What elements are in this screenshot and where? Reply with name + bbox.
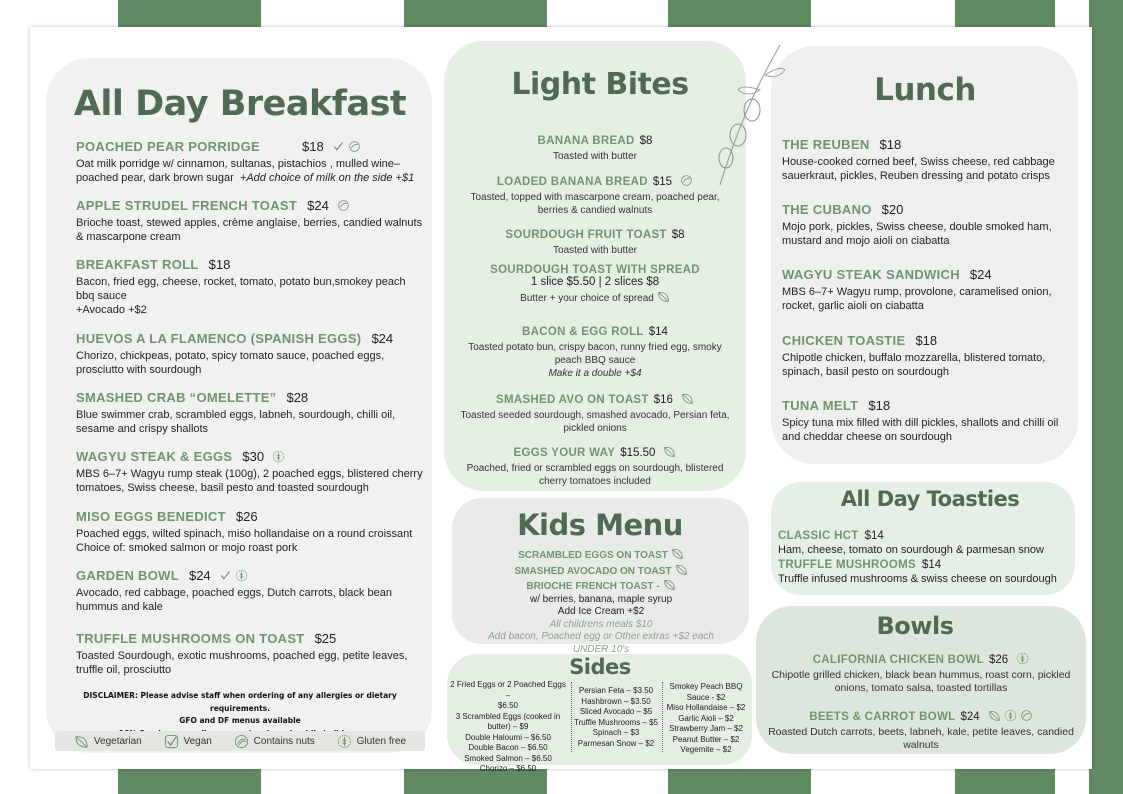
vegan-check-icon (219, 567, 232, 580)
menu-item (766, 705, 1076, 752)
item-name: TUNA MELT (782, 398, 859, 413)
kids-menu-title: Kids Menu (517, 508, 683, 542)
item-desc: Chipotle grilled chicken, black bean hummus, roast corn, pickled onions, tomato salsa, toasted tortillas (771, 669, 1071, 694)
item-desc: Butter + your choice of spread (520, 293, 654, 304)
side-item: Hashbrown – $3.50 (581, 696, 651, 706)
lunch-title: Lunch (874, 72, 976, 108)
item-name: THE CUBANO (782, 202, 872, 217)
legend-label: Vegetarian (93, 735, 142, 747)
menu-item (76, 387, 426, 436)
item-price: $8 (639, 135, 653, 147)
item-price: $18 (208, 257, 231, 272)
item-name: TRUFFLE MUSHROOMS ON TOAST (76, 631, 305, 646)
item-name: TRUFFLE MUSHROOMS (778, 559, 916, 571)
menu-item (76, 195, 426, 244)
side-item: Peanut Butter – $2 (672, 734, 740, 744)
item-price: $25 (314, 631, 337, 646)
item-name: BACON & EGG ROLL (522, 326, 644, 338)
toasties-title: All Day Toasties (840, 487, 1020, 511)
item-name: SOURDOUGH FRUIT TOAST (505, 229, 667, 241)
menu-item (460, 129, 730, 163)
item-price: $15 (652, 176, 673, 188)
item-desc: MBS 6–7+ Wagyu rump, provolone, caramelised onion, rocket, garlic aioli on ciabatta (782, 286, 1052, 312)
item-price: $14 (921, 559, 942, 571)
menu-item (76, 506, 426, 555)
item-price: $18 (302, 139, 324, 154)
legend-label: Gluten free (356, 735, 407, 747)
gluten-free-wheat-icon (272, 448, 285, 461)
item-desc: Poached eggs, wilted spinach, miso hollandaise on a round croissant (76, 528, 413, 540)
menu-item (76, 254, 426, 317)
vegan-check-icon (332, 138, 345, 151)
menu-item (76, 136, 426, 185)
item-price: $14 (648, 326, 668, 338)
kids-item: SMASHED AVOCADO ON TOAST (462, 563, 740, 579)
side-item: 2 Fried Eggs or 2 Poached Eggs – (450, 680, 566, 700)
side-item: Double Bacon – $6.50 (468, 743, 548, 752)
item-name: CLASSIC HCT (778, 530, 859, 542)
side-item: Strawberry Jam – $2 (669, 724, 743, 733)
item-name: HUEVOS A LA FLAMENCO (SPANISH EGGS) (76, 331, 362, 346)
menu-item (76, 565, 426, 614)
gluten-free-wheat-icon (1004, 707, 1017, 720)
item-desc: Poached, fried or scrambled eggs on sourdough, blistered cherry tomatoes included (466, 463, 724, 487)
item-desc: Bacon, fried egg, cheese, rocket, tomato, potato bun,smokey peach bbq sauce (76, 276, 406, 302)
side-item: Sliced Avocado – $5 (579, 707, 653, 716)
item-desc: Avocado, red cabbage, poached eggs, Dutch carrots, black bean hummus and kale (76, 587, 392, 613)
item-price: $24 (960, 711, 980, 723)
item-desc: Truffle infused mushrooms & swiss cheese on sourdough (778, 573, 1057, 585)
gluten-free-wheat-icon (337, 734, 352, 749)
item-desc: Toasted with butter (553, 151, 637, 162)
border-stripe (668, 0, 811, 27)
menu-item (460, 441, 730, 488)
kids-desc: Add Ice Cream +$2 (557, 606, 645, 617)
item-price: $18 (868, 398, 891, 413)
sides-title: Sides (569, 655, 631, 679)
side-item: Smoked Salmon – $6.50 (464, 753, 552, 763)
item-name: SOURDOUGH TOAST WITH SPREAD (490, 264, 700, 276)
kids-note: All childrens meals $10 (549, 618, 653, 630)
legend-vegan (164, 734, 212, 749)
legend-label: Contains nuts (253, 735, 315, 747)
menu-item (76, 328, 426, 377)
item-price: $18 (915, 333, 938, 348)
item-desc: Roasted Dutch carrots, beets, labneh, kale, petite leaves, candied walnuts (768, 726, 1074, 751)
item-price: $26 (235, 509, 258, 524)
menu-item (460, 264, 730, 305)
border-stripe (955, 769, 1055, 794)
item-name: WAGYU STEAK & EGGS (76, 449, 233, 464)
item-desc: Toasted Sourdough, exotic mushrooms, poached egg, petite leaves, truffle oil, prosciutto (76, 650, 408, 676)
item-price: $24 (188, 568, 211, 583)
side-item: Spinach – $3 (592, 728, 640, 737)
item-desc: Toasted, topped with mascarpone cream, poached pear, berries & candied walnuts (470, 192, 720, 216)
side-item: Truffle Mushrooms – $5 (573, 717, 659, 727)
item-desc: Toasted seeded sourdough, smashed avocado, Persian feta, pickled onions (460, 410, 730, 434)
item-name: BEETS & CARROT BOWL (809, 711, 956, 723)
item-price: $15.50 (620, 447, 656, 459)
menu-item (460, 223, 730, 257)
item-name: THE REUBEN (782, 137, 870, 152)
side-item: Double Haloumi – $6.50 (465, 732, 551, 742)
sides-column (448, 680, 568, 775)
side-item: Chorizo – $6.50 (479, 764, 537, 773)
item-desc: Spicy tuna mix filled with dill pickles, shallots and chilli oil and cheddar cheese on sourdough (782, 417, 1059, 443)
item-desc: Chipotle chicken, buffalo mozzarella, blistered tomato, spinach, basil pesto on sourdough (782, 352, 1046, 378)
side-item: butter) – $9 (487, 722, 529, 731)
item-extra: +Avocado +$2 (76, 304, 147, 316)
item-price: $20 (881, 202, 904, 217)
gluten-free-wheat-icon (1016, 650, 1029, 663)
border-stripe (118, 769, 261, 794)
item-desc: Toasted with butter (553, 245, 637, 256)
legend-nuts (234, 734, 315, 749)
item-name: BANANA BREAD (537, 135, 635, 147)
item-desc: Toasted potato bun, crispy bacon, runny fried egg, smoky peach BBQ sauce (468, 342, 722, 366)
item-price: $16 (653, 394, 673, 406)
item-desc: Brioche toast, stewed apples, crème anglaise, berries, candied walnuts & mascarpone cream (76, 217, 423, 243)
item-name: SMASHED AVO ON TOAST (495, 394, 649, 406)
side-item: $6.50 (497, 701, 519, 710)
nuts-icon (234, 734, 249, 749)
disclaimer-line: DISCLAIMER: Please advise staff when ordering of any allergies or dietary requirements. (83, 691, 397, 713)
kids-item: SCRAMBLED EGGS ON TOAST (462, 547, 740, 563)
item-desc: House-cooked corned beef, Swiss cheese, red cabbage sauerkraut, pickles, Reuben dressing and potato crisps (782, 156, 1055, 182)
item-name: SMASHED CRAB “OMELETTE” (76, 390, 277, 405)
kids-note: Add bacon, Poached egg or Other extras +$2 each (488, 631, 714, 642)
legend-label: Vegan (183, 735, 212, 747)
vegetarian-leaf-icon (988, 707, 1001, 720)
item-price: $24 (371, 331, 394, 346)
item-name: CHICKEN TOASTIE (782, 333, 906, 348)
bowls-title: Bowls (876, 612, 954, 640)
item-name: CALIFORNIA CHICKEN BOWL (812, 654, 984, 666)
side-item: Parmesan Snow – $2 (577, 738, 655, 748)
gluten-free-wheat-icon (235, 567, 248, 580)
item-price: $18 (879, 137, 902, 152)
item-desc: Mojo pork, pickles, Swiss cheese, double smoked ham, mustard and mojo aioli on ciabatta (782, 221, 1052, 247)
breakfast-title: All Day Breakfast (73, 84, 407, 124)
item-desc: Blue swimmer crab, scrambled eggs, labneh, sourdough, chilli oil, sesame and crispy shallots (76, 409, 396, 435)
item-desc: Chorizo, chickpeas, potato, spicy tomato sauce, poached eggs, prosciutto with sourdough (76, 350, 385, 376)
kids-list (462, 547, 740, 656)
border-stripe (404, 0, 547, 27)
nuts-icon (1020, 707, 1033, 720)
nuts-icon (680, 172, 693, 185)
side-item: Smokey Peach BBQ (669, 682, 743, 691)
item-price: $14 (864, 530, 884, 542)
border-stripe (955, 0, 1055, 27)
side-item: 3 Scrambled Eggs (cooked in (455, 711, 561, 721)
vegetarian-leaf-icon (663, 443, 676, 456)
menu-item (460, 388, 730, 435)
menu-item (782, 395, 1072, 444)
item-desc: MBS 6–7+ Wagyu rump steak (100g), 2 poached eggs, blistered cherry tomatoes, Swiss cheese, basil pesto and toasted sourdough (76, 468, 423, 494)
legend-gluten (337, 734, 406, 749)
vegetarian-leaf-icon (681, 390, 694, 403)
menu-item (76, 628, 426, 677)
item-name: WAGYU STEAK SANDWICH (782, 267, 960, 282)
vegetarian-leaf-icon (74, 734, 89, 749)
side-item: Garlic Aioli – $2 (678, 713, 734, 723)
menu-item (782, 199, 1072, 248)
nuts-icon (348, 138, 361, 151)
item-extra: Choice of: smoked salmon or mojo roast pork (76, 542, 298, 554)
menu-item (460, 170, 730, 217)
menu-item (782, 330, 1072, 379)
vegetarian-leaf-icon (663, 578, 676, 591)
border-stripe (118, 0, 261, 27)
vegetarian-leaf-icon (657, 290, 670, 303)
menu-item (782, 264, 1072, 313)
kids-desc: w/ berries, banana, maple syrup (529, 593, 673, 605)
sides-column (663, 682, 749, 756)
item-price: 1 slice $5.50 | 2 slices $8 (530, 276, 660, 288)
item-name: LOADED BANANA BREAD (496, 176, 648, 188)
vegan-check-icon (164, 734, 179, 749)
item-name: APPLE STRUDEL FRENCH TOAST (76, 198, 298, 213)
light-bites-title: Light Bites (511, 67, 689, 102)
item-price: $24 (307, 198, 329, 213)
item-price: $30 (242, 449, 265, 464)
item-price: $26 (989, 654, 1009, 666)
side-item: Vegemite – $2 (680, 745, 732, 754)
item-name: GARDEN BOWL (76, 568, 179, 583)
disclaimer-line: GFO and DF menus available (179, 716, 301, 725)
item-name: MISO EGGS BENEDICT (76, 509, 226, 524)
menu-item (460, 320, 730, 380)
kids-item: BRIOCHE FRENCH TOAST - (462, 578, 740, 594)
item-price: $8 (671, 229, 685, 241)
item-name: BREAKFAST ROLL (76, 257, 199, 272)
item-name: POACHED PEAR PORRIDGE (76, 139, 260, 154)
side-item: Persian Feta – $3.50 (578, 686, 654, 695)
kids-note: UNDER 10's (572, 643, 630, 655)
menu-item (782, 134, 1072, 183)
item-price: $28 (286, 390, 309, 405)
vegetarian-leaf-icon (675, 563, 688, 576)
sides-column (572, 686, 660, 749)
menu-item (778, 553, 1073, 586)
border-stripe (668, 769, 811, 794)
side-item: Sauce - $2 (686, 692, 726, 702)
side-item: Miso Hollandaise – $2 (666, 703, 746, 712)
item-extra: Make it a double +$4 (548, 368, 642, 379)
menu-item (766, 648, 1076, 695)
item-desc: Oat milk porridge w/ cinnamon, sultanas, pistachios , mulled wine–poached pear, dark brown sugar (76, 158, 401, 184)
menu-item (76, 446, 428, 495)
item-extra: +Add choice of milk on the side +$1 (239, 172, 415, 184)
vegetarian-leaf-icon (671, 547, 684, 560)
border-edge (1089, 0, 1123, 794)
item-price: $24 (969, 267, 992, 282)
nuts-icon (337, 197, 350, 210)
item-desc: Ham, cheese, tomato on sourdough & parmesan snow (778, 544, 1044, 556)
dietary-legend (55, 731, 425, 751)
legend-vegetarian (74, 734, 142, 749)
item-name: EGGS YOUR WAY (513, 447, 616, 459)
